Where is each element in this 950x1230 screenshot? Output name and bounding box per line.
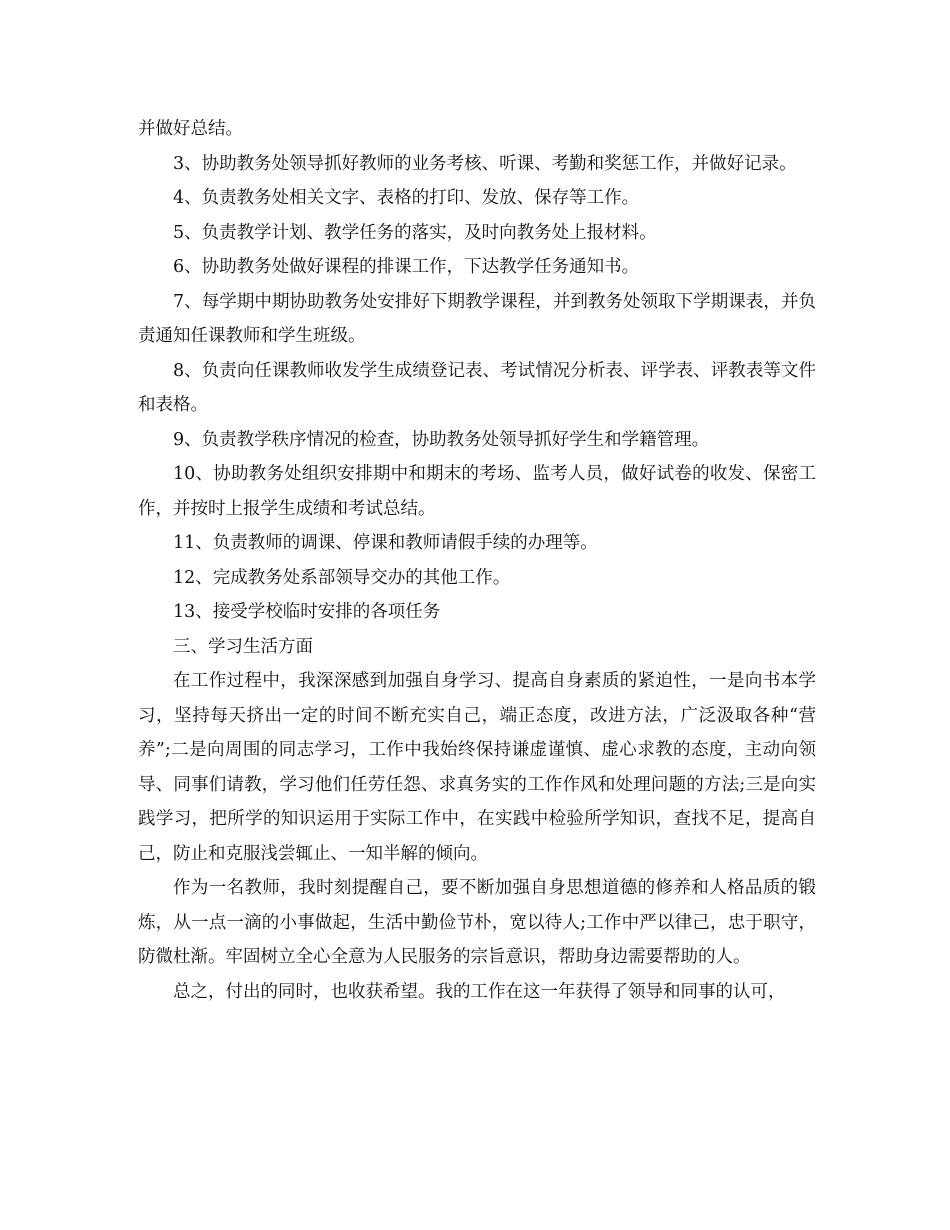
document-body	[138, 112, 816, 1009]
paragraph-item-6: 6、协助教务处做好课程的排课工作，下达教学任务通知书。	[173, 257, 640, 277]
paragraph-item-10: 10、协助教务处组织安排期中和期末的考场、监考人员，做好试卷的收发、保密工作，并按时上报学生成绩和考试总结。	[138, 464, 816, 519]
paragraph-learning: 在工作过程中，我深深感到加强自身学习、提高自身素质的紧迫性，一是向书本学习，坚持每天挤出一定的时间不断充实自己，端正态度，改进方法，广泛汲取各种“营养”;二是向周围的同志学习，工作中我始终保持谦虚谨慎、虚心求教的态度，主动向领导、同事们请教，学习他们任劳任怨、求真务实的工作作风和处理问题的方法;三是向实践学习，把所学的知识运用于实际工作中，在实践中检验所学知识，查找不足，提高自己，防止和克服浅尝辄止、一知半解的倾向。	[138, 671, 816, 864]
paragraph-teacher-self: 作为一名教师，我时刻提醒自己，要不断加强自身思想道德的修养和人格品质的锻炼，从一点一滴的小事做起，生活中勤俭节朴，宽以待人;工作中严以律己，忠于职守，防微杜渐。牢固树立全心全意为人民服务的宗旨意识，帮助身边需要帮助的人。	[138, 878, 816, 967]
paragraph-item-5: 5、负责教学计划、教学任务的落实，及时向教务处上报材料。	[173, 222, 657, 243]
paragraph-conclusion: 总之，付出的同时，也收获希望。我的工作在这一年获得了领导和同事的认可，	[173, 981, 786, 1002]
paragraph-item-9: 9、负责教学秩序情况的检查，协助教务处领导抓好学生和学籍管理。	[173, 429, 710, 450]
paragraph-continuation: 并做好总结。	[138, 119, 243, 139]
paragraph-item-13: 13、接受学校临时安排的各项任务	[173, 602, 441, 622]
paragraph-item-7: 7、每学期中期协助教务处安排好下期教学课程，并到教务处领取下学期课表，并负责通知任课教师和学生班级。	[138, 291, 816, 346]
paragraph-item-3: 3、协助教务处领导抓好教师的业务考核、听课、考勤和奖惩工作，并做好记录。	[173, 153, 797, 174]
paragraph-item-4: 4、负责教务处相关文字、表格的打印、发放、保存等工作。	[173, 188, 640, 208]
paragraph-item-11: 11、负责教师的调课、停课和教师请假手续的办理等。	[173, 533, 598, 553]
paragraph-item-12: 12、完成教务处系部领导交办的其他工作。	[173, 567, 511, 588]
paragraph-item-8: 8、负责向任课教师收发学生成绩登记表、考试情况分析表、评学表、评教表等文件和表格。	[138, 360, 816, 415]
section-heading-3: 三、学习生活方面	[173, 636, 313, 657]
